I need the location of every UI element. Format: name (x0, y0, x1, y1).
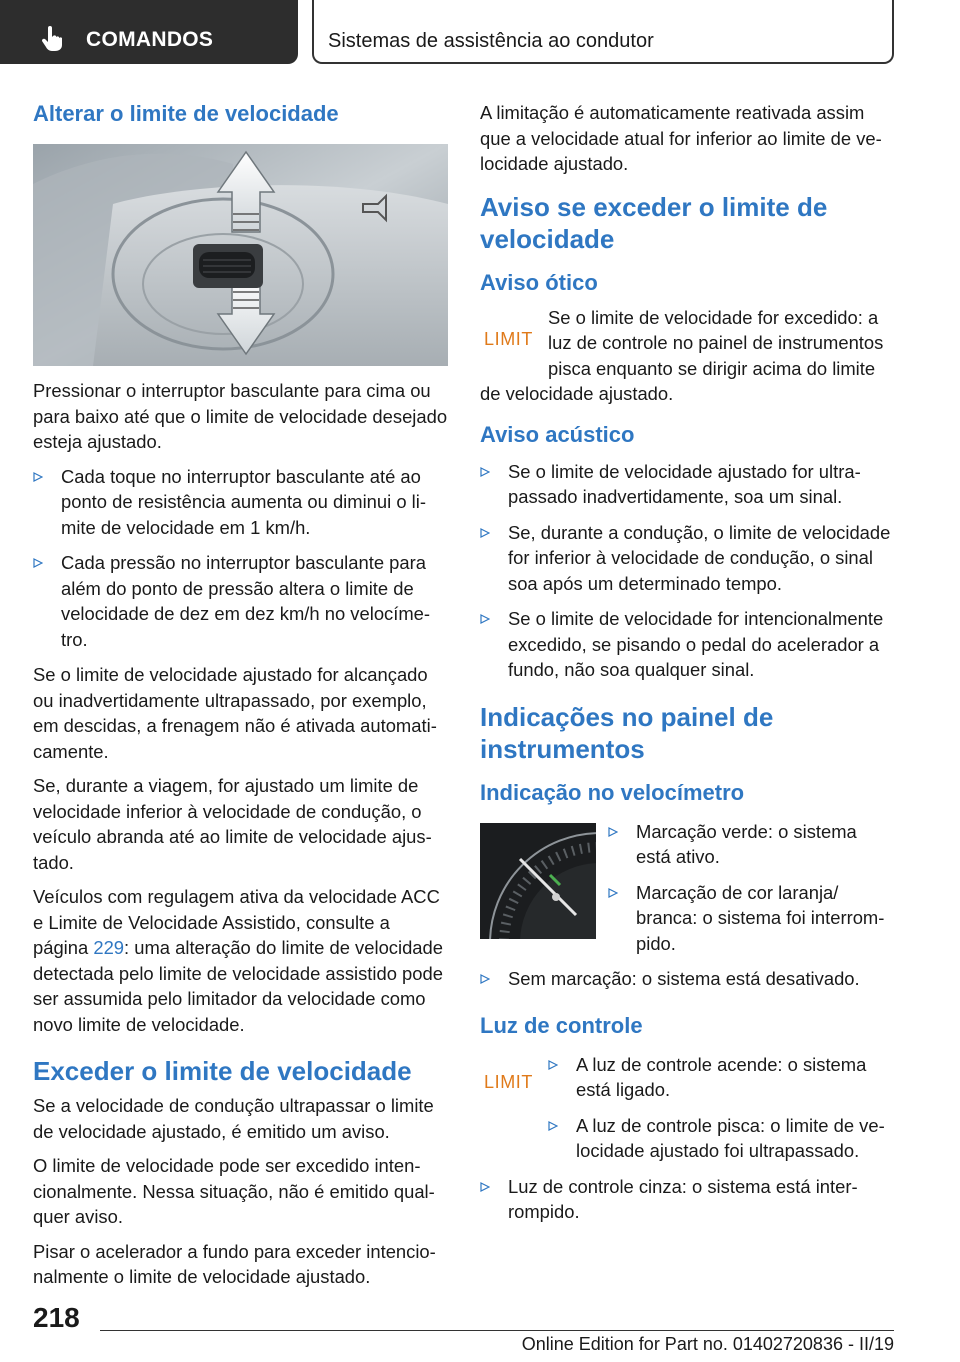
paragraph: Se, durante a viagem, for ajustado um limite de velocidade inferior à velocidade de condução, o veículo abranda até ao limite de velocidade ajustado. (33, 775, 432, 873)
triangle-bullet-icon (480, 467, 490, 477)
triangle-bullet-icon (608, 827, 618, 837)
list-item: Cada pressão no interruptor basculante para além do ponto de pressão altera o limite de velocidade de dez em dez km/h no velocímetro. (33, 550, 448, 652)
control-light-block (480, 1052, 896, 1164)
triangle-bullet-icon (480, 614, 490, 624)
speedometer-image (480, 823, 596, 939)
steering-wheel-switch-image (33, 144, 448, 366)
triangle-bullet-icon (608, 888, 618, 898)
left-column (33, 100, 448, 1299)
paragraph: Pressionar o interruptor basculante para cima ou para baixo até que o limite de velocidade desejado esteja ajustado. (33, 380, 448, 452)
heading-exceed-limit: Exceder o limite de velocidade (33, 1056, 412, 1086)
list-item: Luz de controle cinza: o sistema está interrompido. (480, 1174, 896, 1225)
heading-warning: Aviso se exceder o limite de velocidade (480, 191, 828, 254)
paragraph: Veículos com regulagem ativa da velocidade ACC e Limite de Velocidade Assistido, consulte a página 229: uma alteração do limite de velocidade detectada pelo limite de velocidade assistido pode ser assumida pelo limitador da velocidade como novo limite de velocidade. (33, 886, 443, 1035)
page-number: 218 (33, 1302, 80, 1333)
paragraph: O limite de velocidade pode ser excedido intencionalmente. Nessa situação, não é emitido qualquer aviso. (33, 1155, 435, 1227)
list-item: Marcação verde: o sistema está ativo. (608, 819, 896, 870)
triangle-bullet-icon (548, 1121, 558, 1131)
optic-warning-block (480, 305, 896, 407)
chapter-tab (0, 0, 298, 64)
heading-control-light: Luz de controle (480, 1012, 643, 1038)
section-label: Sistemas de assistência ao condutor (328, 30, 654, 52)
heading-acoustic: Aviso acústico (480, 421, 635, 447)
chapter-label: COMANDOS (86, 28, 214, 51)
heading-displays: Indicações no painel de instrumentos (480, 701, 774, 764)
list-item: Sem marcação: o sistema está desativado. (480, 966, 896, 992)
list-item: A luz de controle acende: o sistema está ligado. (548, 1052, 896, 1103)
limit-indicator-icon: LIMIT (484, 1071, 534, 1092)
limit-indicator-icon: LIMIT (484, 328, 534, 349)
right-column (480, 100, 896, 1235)
list-item: Se o limite de velocidade for intencionalmente excedido, se pisando o pedal do acelerador a fundo, não soa qualquer sinal. (480, 606, 896, 683)
hand-pointer-icon (40, 26, 64, 52)
section-header (312, 0, 894, 64)
paragraph: de velocidade ajustado. (480, 383, 674, 404)
heading-optic: Aviso ótico (480, 269, 598, 295)
paragraph: Pisar o acelerador a fundo para exceder intencionalmente o limite de velocidade ajustado. (33, 1240, 436, 1287)
list-item: Cada toque no interruptor basculante até ao ponto de resistência aumenta ou diminui o limite de velocidade em 1 km/h. (33, 464, 448, 541)
paragraph: Se o limite de velocidade for excedido: a luz de controle no painel de instrumentos pisca enquanto se dirigir acima do limite (548, 306, 884, 379)
triangle-bullet-icon (480, 1182, 490, 1192)
list-item: A luz de controle pisca: o limite de velocidade ajustado foi ultrapassado. (548, 1113, 896, 1164)
list-item: Se o limite de velocidade ajustado for ultrapassado inadvertidamente, soa um sinal. (480, 459, 896, 510)
triangle-bullet-icon (480, 528, 490, 538)
paragraph: Se a velocidade de condução ultrapassar o limite de velocidade ajustado, é emitido um aviso. (33, 1095, 434, 1142)
list-item: Marcação de cor laranja/ branca: o sistema foi interrompido. (608, 880, 896, 957)
page-link[interactable]: 229 (93, 937, 125, 958)
paragraph: Se o limite de velocidade ajustado for alcançado ou inadvertidamente ultrapassado, por exemplo, em descidas, a frenagem não é ativada automaticamente. (33, 664, 437, 762)
triangle-bullet-icon (33, 472, 43, 482)
heading-change-limit: Alterar o limite de velocidade (33, 101, 339, 126)
heading-speedometer: Indicação no velocímetro (480, 779, 745, 805)
footer-divider (100, 1330, 894, 1331)
triangle-bullet-icon (33, 558, 43, 568)
triangle-bullet-icon (548, 1060, 558, 1070)
list-item: Se, durante a condução, o limite de velocidade for inferior à velocidade de condução, o sinal soa após um determinado tempo. (480, 520, 896, 597)
speedometer-block (480, 819, 896, 957)
edition-note: Online Edition for Part no. 01402720836 - II/19 (521, 1334, 894, 1354)
paragraph: A limitação é automaticamente reativada assim que a velocidade atual for inferior ao limite de velocidade ajustado. (480, 102, 882, 174)
triangle-bullet-icon (480, 974, 490, 984)
